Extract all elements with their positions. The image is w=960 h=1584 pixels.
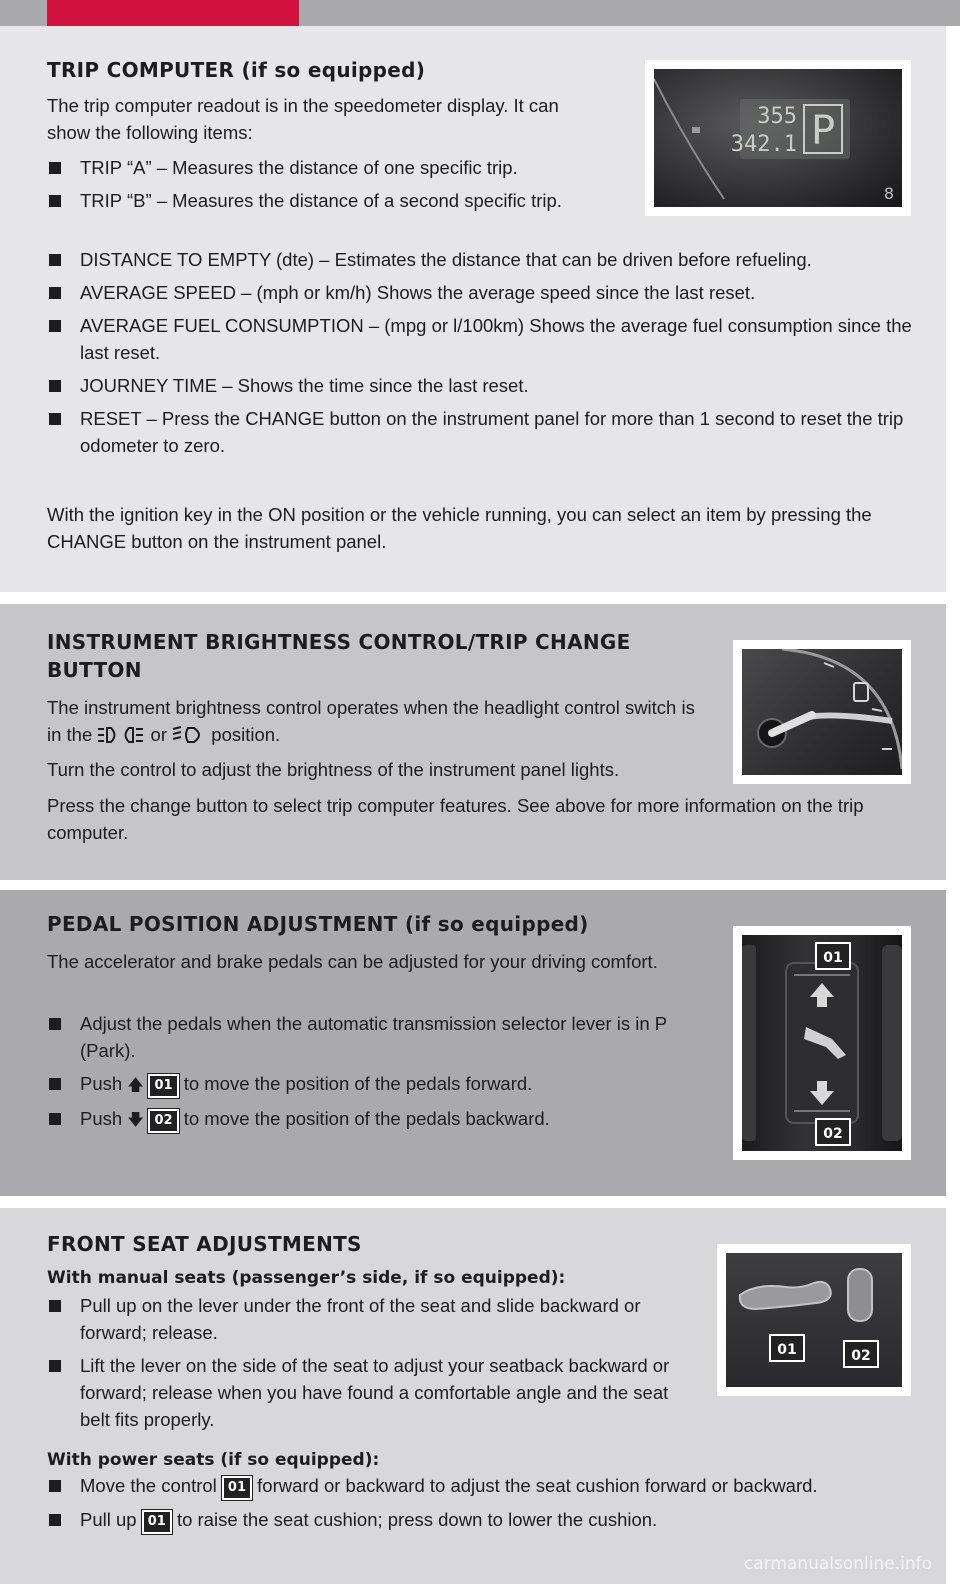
pedal-section bbox=[0, 890, 946, 1196]
pedal-title: PEDAL POSITION ADJUSTMENT (if so equipped) bbox=[47, 912, 589, 936]
manual-seat-list bbox=[47, 1292, 697, 1433]
photo-tag-01: 01 bbox=[777, 1342, 797, 1358]
list-item: Adjust the pedals when the automatic transmission selector lever is in P (Park). bbox=[47, 1010, 727, 1064]
list-item: DISTANCE TO EMPTY (dte) – Estimates the distance that can be driven before refueling. bbox=[47, 246, 917, 273]
display-top-value: 355 bbox=[757, 104, 797, 129]
trip-computer-title: TRIP COMPUTER (if so equipped) bbox=[47, 58, 426, 82]
seat-control-illustration bbox=[726, 1253, 902, 1387]
brightness-control-photo bbox=[733, 640, 911, 784]
trip-display-photo bbox=[645, 60, 911, 216]
list-item: TRIP “B” – Measures the distance of a second specific trip. bbox=[47, 187, 607, 214]
watermark: carmanualsonline.info bbox=[743, 1554, 932, 1574]
photo-tag-01: 01 bbox=[823, 950, 843, 966]
top-bar-accent bbox=[47, 0, 299, 26]
seat-control-photo bbox=[717, 1244, 911, 1396]
list-item: RESET – Press the CHANGE button on the instrument panel for more than 1 second to reset the trip odometer to zero. bbox=[47, 405, 917, 459]
seat-cushion-switch-icon bbox=[740, 1282, 831, 1309]
display-gear-indicator: P bbox=[810, 108, 836, 154]
list-item: Lift the lever on the side of the seat to adjust your seatback backward or forward; release when you have found a comfortable angle and the seat belt fits properly. bbox=[47, 1352, 697, 1433]
trip-computer-closing: With the ignition key in the ON position or the vehicle running, you can select an item by pressing the CHANGE button on the instrument panel. bbox=[47, 504, 872, 552]
brightness-paragraph-3: Press the change button to select trip computer features. See above for more information on the trip computer. bbox=[47, 795, 864, 843]
headlight-icon bbox=[172, 724, 206, 751]
display-bottom-value: 342.1 bbox=[730, 132, 797, 157]
list-item: Push 🡅 01 to move the position of the pedals forward. bbox=[47, 1070, 727, 1099]
brightness-section bbox=[0, 604, 946, 880]
power-seats-heading: With power seats (if so equipped): bbox=[47, 1450, 380, 1470]
list-item: Move the control 01 forward or backward to adjust the seat cushion forward or backward. bbox=[47, 1472, 927, 1500]
arrow-up-icon: 🡅 bbox=[127, 1077, 144, 1094]
brightness-knob-illustration bbox=[742, 649, 902, 775]
brightness-paragraph-1: The instrument brightness control operates when the headlight control switch is in the or position. bbox=[47, 694, 707, 751]
pedal-switch-illustration bbox=[742, 935, 902, 1151]
arrow-down-icon: 🡇 bbox=[127, 1112, 144, 1129]
callout-tag-02: 02 bbox=[148, 1109, 178, 1133]
odometer-display-illustration bbox=[654, 69, 902, 207]
pedal-items-list bbox=[47, 1010, 727, 1134]
photo-tag-02: 02 bbox=[823, 1126, 843, 1142]
list-item: JOURNEY TIME – Shows the time since the last reset. bbox=[47, 372, 917, 399]
list-item: Pull up on the lever under the front of the seat and slide backward or forward; release. bbox=[47, 1292, 697, 1346]
list-item: Pull up 01 to raise the seat cushion; press down to lower the cushion. bbox=[47, 1506, 927, 1534]
callout-tag-01: 01 bbox=[148, 1074, 178, 1098]
trip-items-list-a bbox=[47, 154, 607, 214]
callout-tag-01: 01 bbox=[222, 1476, 252, 1500]
display-edge-numeral: 8 bbox=[883, 184, 894, 203]
front-seat-section bbox=[0, 1208, 946, 1584]
front-seat-title: FRONT SEAT ADJUSTMENTS bbox=[47, 1232, 362, 1256]
brightness-paragraph-2: Turn the control to adjust the brightness of the instrument panel lights. bbox=[47, 759, 620, 780]
list-item: AVERAGE SPEED – (mph or km/h) Shows the average speed since the last reset. bbox=[47, 279, 917, 306]
manual-seats-heading: With manual seats (passenger’s side, if so equipped): bbox=[47, 1268, 566, 1288]
power-seat-list bbox=[47, 1472, 927, 1534]
trip-computer-intro: The trip computer readout is in the speedometer display. It can show the following items: bbox=[47, 95, 559, 143]
pedal-switch-photo bbox=[733, 926, 911, 1160]
trip-computer-section bbox=[0, 26, 946, 592]
photo-tag-02: 02 bbox=[851, 1348, 871, 1364]
callout-tag-01: 01 bbox=[142, 1510, 172, 1534]
trip-items-list-b bbox=[47, 246, 917, 459]
list-item: Push 🡇 02 to move the position of the pedals backward. bbox=[47, 1105, 727, 1134]
parking-light-icon bbox=[97, 724, 145, 751]
list-item: TRIP “A” – Measures the distance of one specific trip. bbox=[47, 154, 607, 181]
seatback-switch-icon bbox=[848, 1269, 872, 1321]
top-bar bbox=[0, 0, 960, 26]
list-item: AVERAGE FUEL CONSUMPTION – (mpg or l/100km) Shows the average fuel consumption since the last reset. bbox=[47, 312, 917, 366]
brightness-title: INSTRUMENT BRIGHTNESS CONTROL/TRIP CHANGE BUTTON bbox=[47, 630, 631, 682]
pedal-intro: The accelerator and brake pedals can be adjusted for your driving comfort. bbox=[47, 951, 658, 972]
